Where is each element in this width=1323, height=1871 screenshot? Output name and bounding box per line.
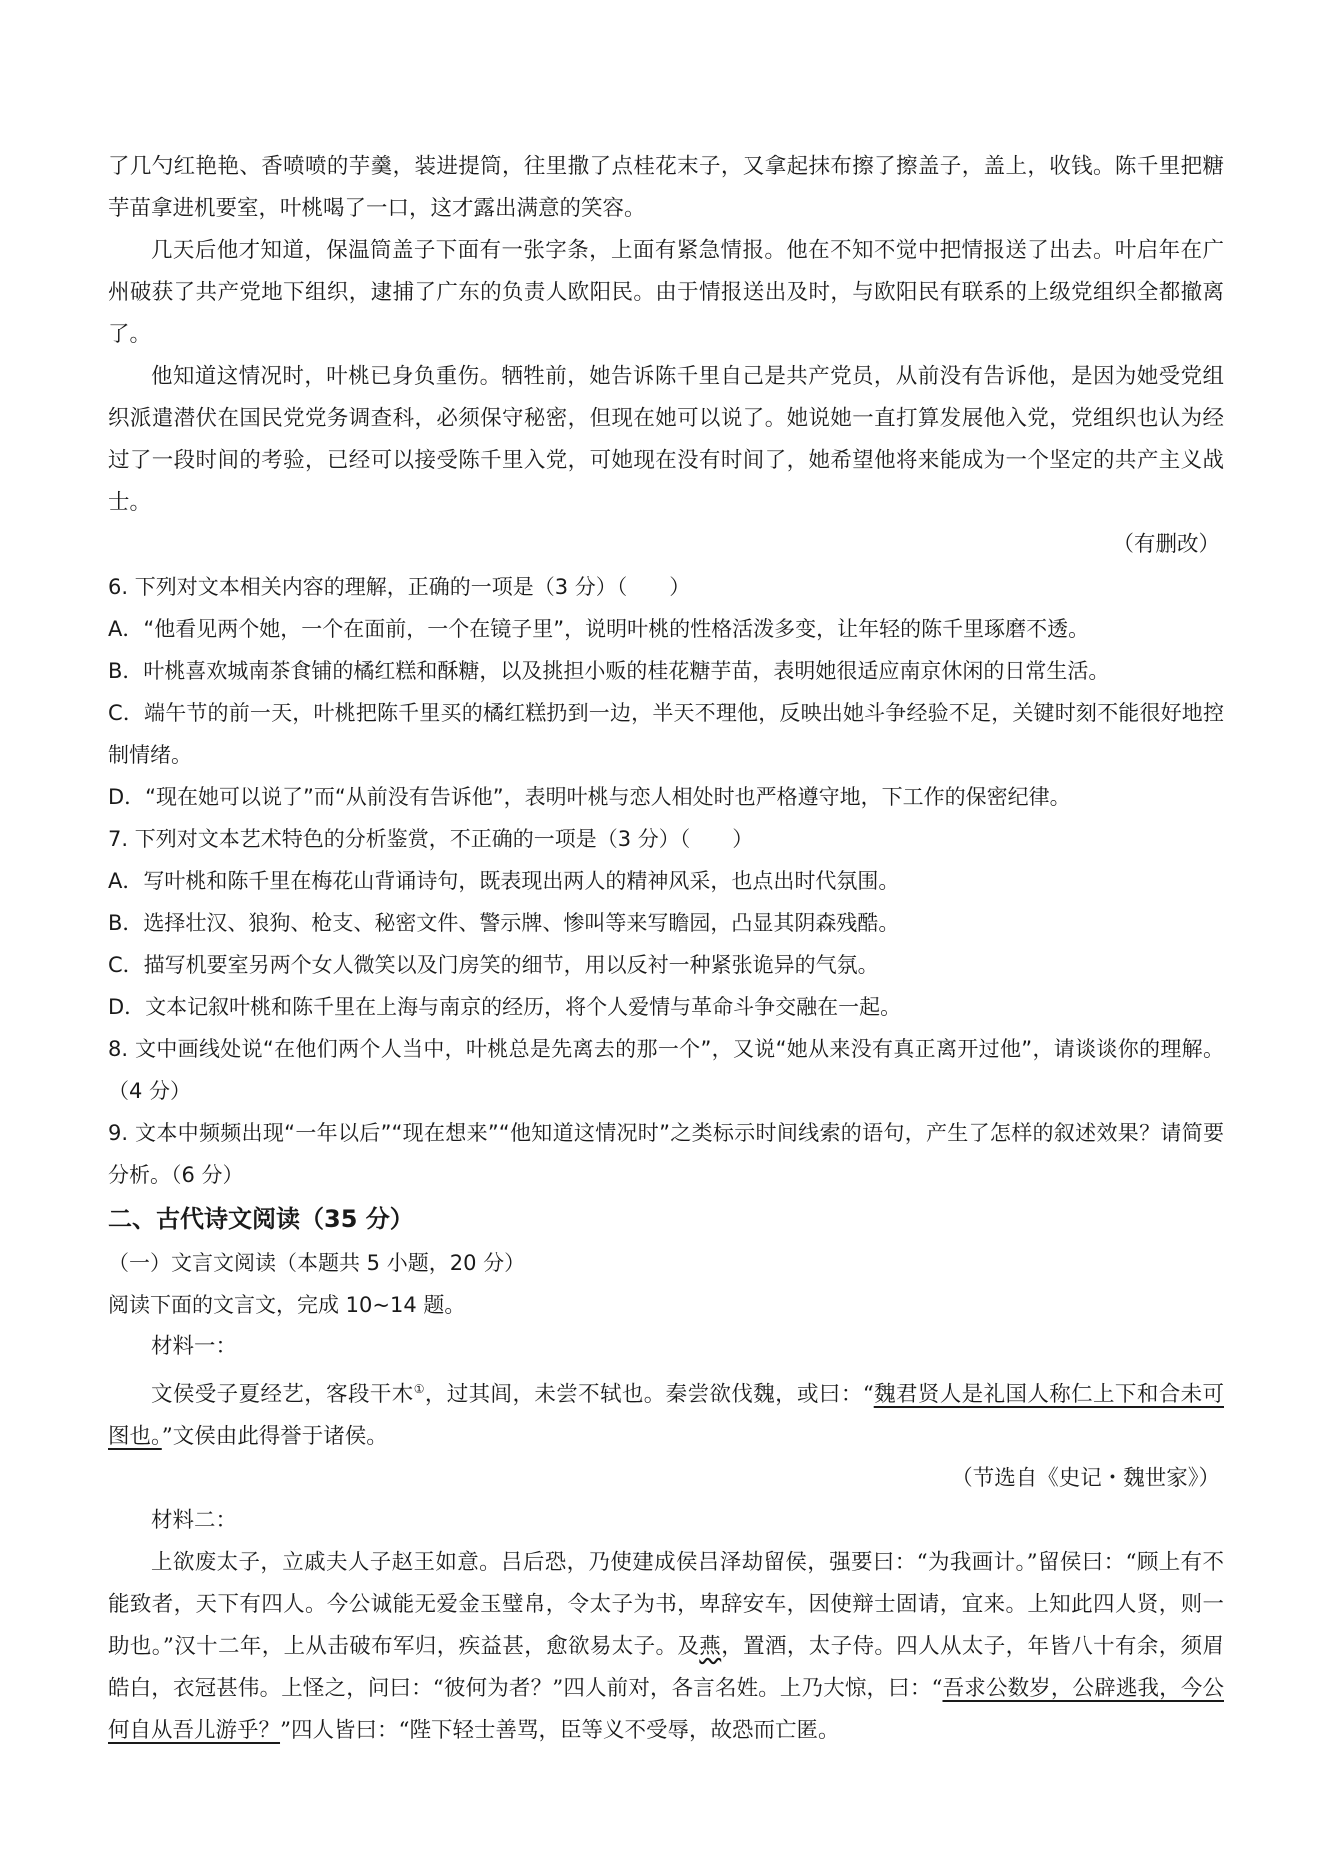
question-6-option-d: D．“现在她可以说了”而“从前没有告诉他”，表明叶桃与恋人相处时也严格遵守地，下工作的保密纪律。 [108, 785, 1071, 809]
material-1-label: 材料一： [151, 1334, 238, 1359]
story-paragraph-1: 了几勺红艳艳、香喷喷的芋羹，装进提筒，往里撒了点桂花末子，又拿起抹布擦了擦盖子，盖上，收钱。陈千里把糖芋苗拿进机要室，叶桃喝了一口，这才露出满意的笑容。 [108, 154, 1224, 221]
section-heading: 二、古代诗文阅读（35 分） [108, 1205, 414, 1233]
wavy-underlined-char: 燕 [699, 1634, 722, 1660]
question-6: 6. 下列对文本相关内容的理解，正确的一项是（3 分）（ ） [108, 575, 691, 599]
question-9: 9. 文本中频频出现“一年以后”“现在想来”“他知道这情况时”之类标示时间线索的语句，产生了怎样的叙述效果？请简要分析。（6 分） [108, 1121, 1224, 1187]
material-1-part-c: ”文侯由此得誉于诸侯。 [161, 1424, 388, 1450]
story-paragraph-3: 他知道这情况时，叶桃已身负重伤。牺牲前，她告诉陈千里自己是共产党员，从前没有告诉他，是因为她受党组织派遣潜伏在国民党党务调查科，必须保守秘密，但现在她可以说了。她说她一直打算发展他入党，党组织也认为经过了一段时间的考验，已经可以接受陈千里入党，可她现在没有时间了，她希望他将来能成为一个坚定的共产主义战士。 [108, 364, 1224, 515]
material-2-part-b: ，置酒，太子侍。四人从太子，年皆八十有余，须眉皓白，衣冠甚伟。上怪之，问曰：“彼何为者？”四人前对，各言名姓。上乃大惊，曰：“ [108, 1634, 1224, 1702]
material-1-source: （节选自《史记・魏世家》） [951, 1466, 1220, 1492]
material-1-part-a: 文侯受子夏经艺，客段干木 [151, 1382, 414, 1408]
material-2-part-c: ”四人皆曰：“陛下轻士善骂，臣等义不受辱，故恐而亡匿。 [280, 1718, 840, 1744]
document-page [108, 146, 1224, 1752]
material-2-text [108, 1542, 1224, 1752]
question-7-option-a: A．写叶桃和陈千里在梅花山背诵诗句，既表现出两人的精神风采，也点出时代氛围。 [108, 869, 900, 893]
question-7-option-c: C．描写机要室另两个女人微笑以及门房笑的细节，用以反衬一种紧张诡异的气氛。 [108, 953, 879, 977]
question-6-option-a: A．“他看见两个她，一个在面前，一个在镜子里”，说明叶桃的性格活泼多变，让年轻的陈千里琢磨不透。 [108, 617, 1090, 641]
question-7-option-b: B．选择壮汉、狼狗、枪支、秘密文件、警示牌、惨叫等来写瞻园，凸显其阴森残酷。 [108, 911, 900, 935]
question-6-option-c: C．端午节的前一天，叶桃把陈千里买的橘红糕扔到一边，半天不理他，反映出她斗争经验不足，关键时刻不能很好地控制情绪。 [108, 701, 1224, 767]
material-1-text [108, 1368, 1224, 1458]
question-8: 8. 文中画线处说“在他们两个人当中，叶桃总是先离去的那一个”，又说“她从来没有真正离开过他”，请谈谈你的理解。（4 分） [108, 1037, 1224, 1103]
material-2-label: 材料二： [151, 1508, 238, 1534]
underlined-sentence-2: 吾求公数岁，公辟逃我，今公何自从吾儿游乎？ [108, 1676, 1224, 1744]
material-1-part-b: ，过其闾，未尝不轼也。秦尝欲伐魏，或曰：“ [424, 1382, 874, 1408]
question-7-option-d: D．文本记叙叶桃和陈千里在上海与南京的经历，将个人爱情与革命斗争交融在一起。 [108, 995, 902, 1019]
story-paragraph-2: 几天后他才知道，保温筒盖子下面有一张字条，上面有紧急情报。他在不知不觉中把情报送了出去。叶启年在广州破获了共产党地下组织，逮捕了广东的负责人欧阳民。由于情报送出及时，与欧阳民有联系的上级党组织全都撤离了。 [108, 238, 1224, 347]
question-7: 7. 下列对文本艺术特色的分析鉴赏，不正确的一项是（3 分）（ ） [108, 827, 754, 851]
underlined-sentence-1: 魏君贤人是礼国人称仁上下和合未可图也。 [108, 1382, 1224, 1450]
story-source: （有删改） [1112, 532, 1220, 557]
question-6-option-b: B．叶桃喜欢城南茶食铺的橘红糕和酥糖，以及挑担小贩的桂花糖芋苗，表明她很适应南京休闲的日常生活。 [108, 659, 1110, 683]
section-instruction: 阅读下面的文言文，完成 10~14 题。 [108, 1293, 466, 1317]
material-2-part-a: 上欲废太子，立戚夫人子赵王如意。吕后恐，乃使建成侯吕泽劫留侯，强要曰：“为我画计。”留侯曰：“顾上有不能致者，天下有四人。今公诚能无爱金玉璧帛，令太子为书，卑辞安车，因使辩士固请，宜来。上知此四人贤，则一助也。”汉十二年，上从击破布军归，疾益甚，愈欲易太子。及 [108, 1550, 1224, 1660]
section-subheading: （一）文言文阅读（本题共 5 小题，20 分） [108, 1251, 526, 1275]
footnote-marker: ① [413, 1382, 425, 1396]
